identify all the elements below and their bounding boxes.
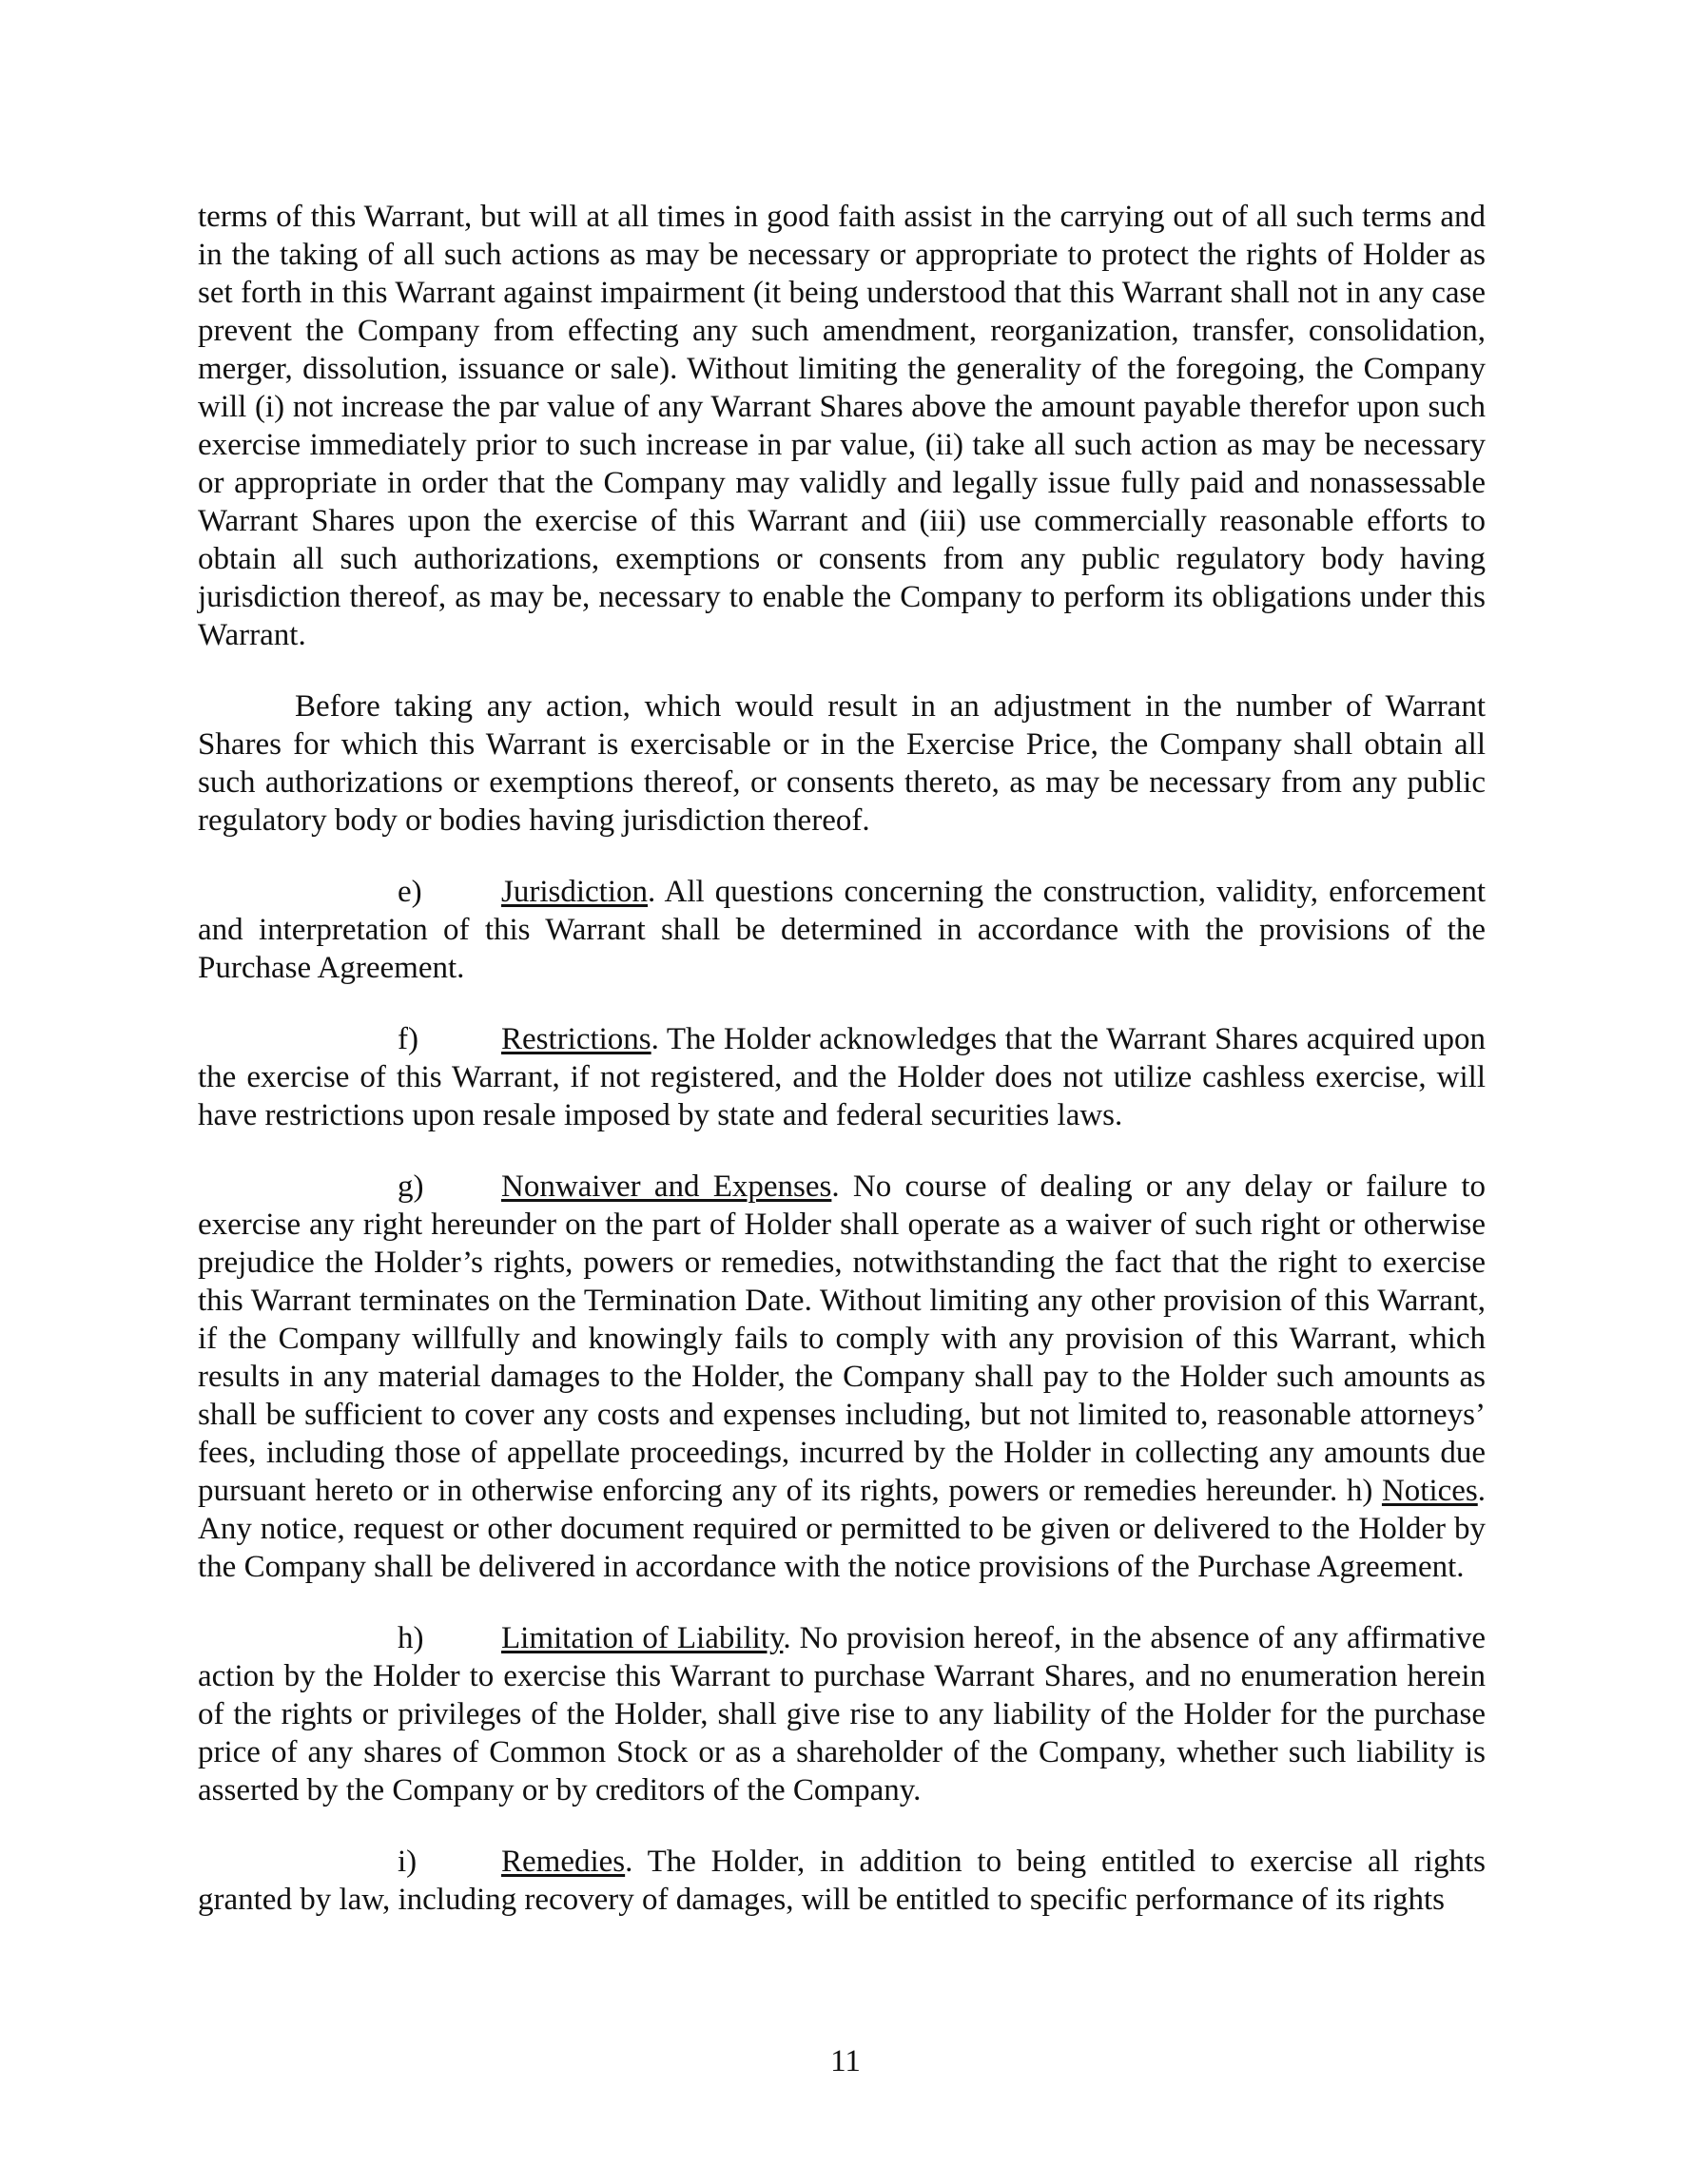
- document-page: [198, 198, 1486, 1919]
- paragraph-regulatory-authorizations: Before taking any action, which would result in an adjustment in the number of Warrant Shares for which this Warrant is exercisable or in the Exercise Price, the Company shall obtain all such authorizations or exemptions thereof, or consents thereto, as may be necessary from any public regulatory body or bodies having jurisdiction thereof.: [198, 689, 1486, 838]
- section-body: . The Holder acknowledges that the Warrant Shares acquired upon the exercise of this Warrant, if not registered, and the Holder does not utilize cashless exercise, will have restrictions upon resale imposed by state and federal securities laws.: [198, 1022, 1486, 1132]
- page-number: 11: [830, 2044, 861, 2078]
- section-key: h): [398, 1621, 424, 1655]
- section-body: . No course of dealing or any delay or failure to exercise any right hereunder on the part of Holder shall operate as a waiver of such right or otherwise prejudice the Holder’s rights, powers or remedies, notwithstanding the fact that the right to exercise this Warrant terminates on the Termination Date. Without limiting any other provision of this Warrant, if the Company willfully and knowingly fails to comply with any provision of this Warrant, which results in any material damages to the Holder, the Company shall pay to the Holder such amounts as shall be sufficient to cover any costs and expenses including, but not limited to, reasonable attorneys’ fees, including those of appellate proceedings, incurred by the Holder in collecting any amounts due pursuant hereto or in otherwise enforcing any of its rights, powers or remedies hereunder. h): [198, 1169, 1486, 1508]
- section-e-jurisdiction: [198, 873, 1486, 987]
- section-body: . The Holder, in addition to being entitled to exercise all rights granted by law, including recovery of damages, will be entitled to specific performance of its rights: [198, 1845, 1486, 1917]
- section-i-remedies: [198, 1843, 1486, 1919]
- section-h-limitation-of-liability: [198, 1619, 1486, 1809]
- section-body: . No provision hereof, in the absence of any affirmative action by the Holder to exercise this Warrant to purchase Warrant Shares, and no enumeration herein of the rights or privileges of the Holder, shall give rise to any liability of the Holder for the purchase price of any shares of Common Stock or as a shareholder of the Company, whether such liability is asserted by the Company or by creditors of the Company.: [198, 1621, 1487, 1807]
- section-heading: Remedies: [501, 1845, 626, 1879]
- inline-heading-notices: Notices: [1381, 1474, 1478, 1508]
- paragraph-protection-of-rights: terms of this Warrant, but will at all times in good faith assist in the carrying out of all such terms and in the taking of all such actions as may be necessary or appropriate to protect the rights of Holder as set forth in this Warrant against impairment (it being understood that this Warrant shall not in any case prevent the Company from effecting any such amendment, reorganization, transfer, consolidation, merger, dissolution, issuance or sale). Without limiting the generality of the foregoing, the Company will (i) not increase the par value of any Warrant Shares above the amount payable therefor upon such exercise immediately prior to such increase in par value, (ii) take all such action as may be necessary or appropriate in order that the Company may validly and legally issue fully paid and nonassessable Warrant Shares upon the exercise of this Warrant and (iii) use commercially reasonable efforts to obtain all such authorizations, exemptions or consents from any public regulatory body having jurisdiction thereof, as may be, necessary to enable the Company to perform its obligations under this Warrant.: [198, 200, 1486, 652]
- section-f-restrictions: [198, 1020, 1486, 1134]
- inline-body-notices: . Any notice, request or other document required or permitted to be given or delivered to the Holder by the Company shall be delivered in accordance with the notice provisions of the Purchase Agreement.: [198, 1474, 1486, 1584]
- section-heading: Jurisdiction: [501, 875, 648, 909]
- section-key: g): [398, 1169, 424, 1204]
- section-key: e): [398, 875, 422, 909]
- section-heading: Limitation of Liability: [501, 1621, 784, 1655]
- section-body: . All questions concerning the construction, validity, enforcement and interpretation of this Warrant shall be determined in accordance with the provisions of the Purchase Agreement.: [198, 875, 1486, 985]
- section-heading: Restrictions: [501, 1022, 651, 1056]
- section-heading: Nonwaiver and Expenses: [501, 1169, 832, 1204]
- section-g-nonwaiver-and-expenses: [198, 1168, 1486, 1586]
- section-key: f): [398, 1022, 418, 1056]
- section-key: i): [398, 1845, 418, 1879]
